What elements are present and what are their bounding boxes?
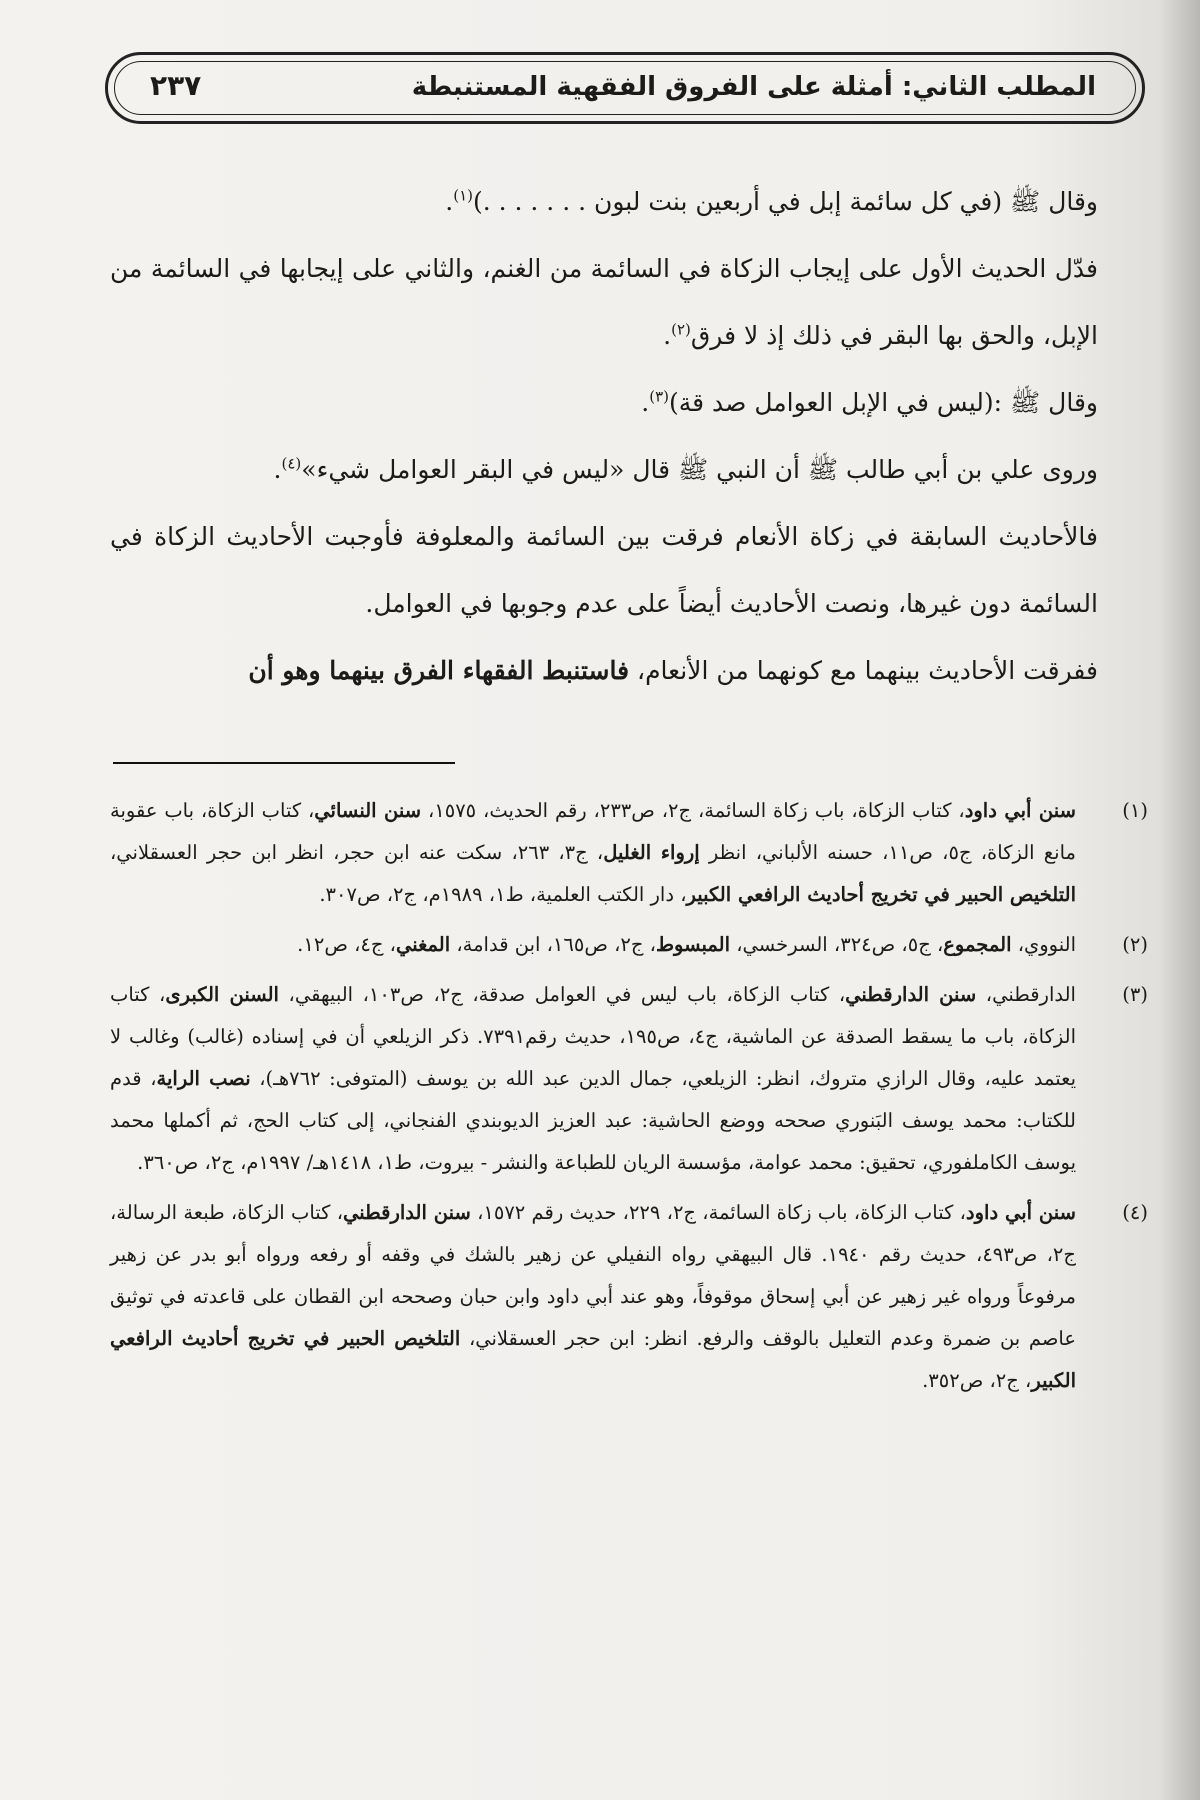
footnote-ref[interactable]: (٤) [281, 454, 302, 473]
running-header [105, 52, 1145, 124]
header-title: المطلب الثاني: أمثلة على الفروق الفقهية المستنبطة [411, 72, 1096, 102]
footnote-2: (٢) النووي، المجموع، ج٥، ص٣٢٤، السرخسي، المبسوط، ج٢، ص١٦٥، ابن قدامة، المغني، ج٤، ص١٢. [110, 924, 1148, 966]
emphasis: فاستنبط الفقهاء الفرق بينهما وهو أن [248, 656, 630, 685]
page-gutter-shadow [1160, 0, 1200, 1800]
paragraph: فالأحاديث السابقة في زكاة الأنعام فرقت بين السائمة والمعلوفة فأوجبت الأحاديث الزكاة في السائمة دون غيرها، ونصت الأحاديث أيضاً على عدم وجوبها في العوامل. [110, 522, 1098, 618]
paragraph: وروى علي بن أبي طالب ﷺ أن النبي ﷺ قال «ليس في البقر العوامل شيء»$^{(٤)}$. [273, 454, 1098, 484]
footnotes [110, 790, 1148, 1410]
paragraph: وقال ﷺ :(ليس في الإبل العوامل صد قة)$^{(٣)}$. [641, 387, 1098, 417]
footnote-divider [113, 762, 455, 764]
footnote-number: (١) [1122, 799, 1148, 822]
main-text [110, 168, 1148, 704]
footnote-number: (٢) [1122, 933, 1148, 956]
footnote-number: (٤) [1122, 1201, 1148, 1224]
paragraph: فدّل الحديث الأول على إيجاب الزكاة في السائمة من الغنم، والثاني على إيجابها في السائمة من الإبل، والحق بها البقر في ذلك إذ لا فرق$^{(٢)}$. [110, 254, 1098, 350]
footnote-3: (٣) الدارقطني، سنن الدارقطني، كتاب الزكاة، باب ليس في العوامل صدقة، ج٢، ص١٠٣، البيهقي، السنن الكبرى، كتاب الزكاة، باب ما يسقط الصدقة عن الماشية، ج٤، ص١٩٥، حديث رقم٧٣٩١. ذكر الزيلعي أن في إسناده (غالب) وغالب لا يعتمد عليه، وقال الرازي متروك، انظر: الزيلعي، جمال الدين عبد الله بن يوسف (المتوفى: ٧٦٢هـ)، نصب الراية، قدم للكتاب: محمد يوسف البَنوري صححه ووضع الحاشية: عبد العزيز الديوبندي الفنجاني، إلى كتاب الحج، ثم أكملها محمد يوسف الكاملفوري، تحقيق: محمد عوامة، مؤسسة الريان للطباعة والنشر - بيروت، ط١، ١٤١٨هـ/ ١٩٩٧م، ج٢، ص٣٦٠. [110, 974, 1148, 1184]
page-number: ٢٣٧ [150, 69, 202, 102]
footnote-ref[interactable]: (٣) [649, 387, 669, 406]
footnote-ref[interactable]: (٢) [671, 320, 691, 339]
paragraph: ففرقت الأحاديث بينهما مع كونهما من الأنعام، فاستنبط الفقهاء الفرق بينهما وهو أن [248, 656, 1098, 685]
footnote-ref[interactable]: (١) [453, 186, 473, 205]
footnote-4: (٤) سنن أبي داود، كتاب الزكاة، باب زكاة السائمة، ج٢، ٢٢٩، حديث رقم ١٥٧٢، سنن الدارقطني، كتاب الزكاة، طبعة الرسالة، ج٢، ص٤٩٣، حديث رقم ١٩٤٠. قال البيهقي رواه النفيلي عن زهير بالشك في وقفه أو رفعه ورواه أبو بدر عن زهير مرفوعاً ورواه غير زهير عن أبي إسحاق موقوفاً، وهو عند أبي داود وابن حبان وصححه ابن القطان على قاعدته في توثيق عاصم بن ضمرة وعدم التعليل بالوقف والرفع. انظر: ابن حجر العسقلاني، التلخيص الحبير في تخريج أحاديث الرافعي الكبير، ج٢، ص٣٥٢. [110, 1192, 1148, 1402]
paragraph: وقال ﷺ (في كل سائمة إبل في أربعين بنت لبون . . . . . . .)$^{(١)}$. [445, 186, 1098, 216]
footnote-number: (٣) [1122, 983, 1148, 1006]
footnote-1: (١) سنن أبي داود، كتاب الزكاة، باب زكاة السائمة، ج٢، ص٢٣٣، رقم الحديث، ١٥٧٥، سنن النسائي، كتاب الزكاة، باب عقوبة مانع الزكاة، ج٥، ص١١، حسنه الألباني، انظر إرواء الغليل، ج٣، ٢٦٣، سكت عنه ابن حجر، انظر ابن حجر العسقلاني، التلخيص الحبير في تخريج أحاديث الرافعي الكبير، دار الكتب العلمية، ط١، ١٩٨٩م، ج٢، ص٣٠٧. [110, 790, 1148, 916]
